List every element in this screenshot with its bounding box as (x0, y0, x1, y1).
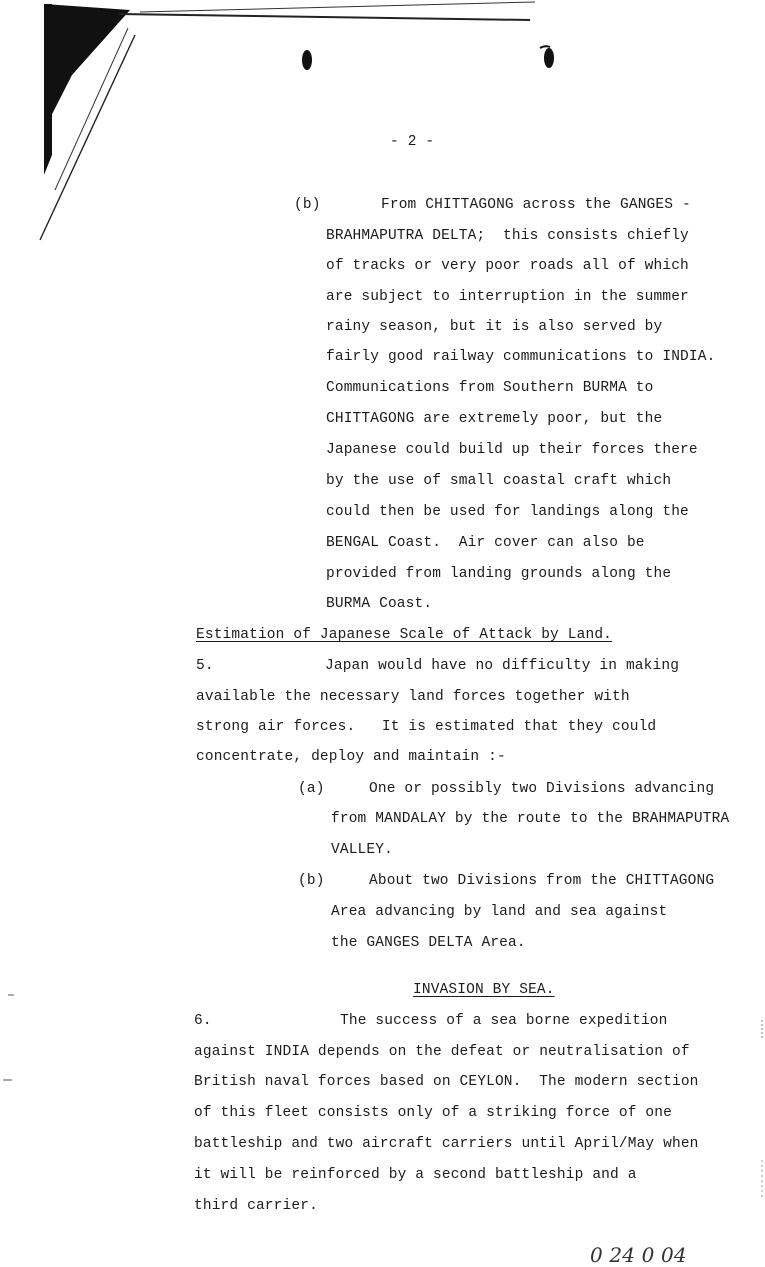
paragraph-line: Japan would have no difficulty in making (325, 658, 680, 674)
item-b-marker: (b) (294, 197, 321, 213)
paragraph-line: strong air forces. It is estimated that they could (196, 719, 657, 735)
paragraph-line: battleship and two aircraft carriers until April/May when (194, 1136, 699, 1152)
paragraph-line: concentrate, deploy and maintain :- (196, 749, 506, 765)
item-b2-line: the GANGES DELTA Area. (331, 935, 526, 951)
item-b-line: BENGAL Coast. Air cover can also be (326, 535, 645, 551)
item-b2-line: Area advancing by land and sea against (331, 904, 668, 920)
item-b2-line: About two Divisions from the CHITTAGONG (369, 873, 715, 889)
item-a-line: VALLEY. (331, 842, 393, 858)
section-heading-land: Estimation of Japanese Scale of Attack by Land. (196, 627, 613, 643)
paragraph-line: British naval forces based on CEYLON. The modern section (194, 1074, 699, 1090)
paragraph-line: against INDIA depends on the defeat or neutralisation of (194, 1044, 690, 1060)
item-b-line: CHITTAGONG are extremely poor, but the (326, 411, 663, 427)
item-b-line: by the use of small coastal craft which (326, 473, 672, 489)
item-b-line: Japanese could build up their forces there (326, 442, 698, 458)
item-a-line: One or possibly two Divisions advancing (369, 781, 715, 797)
page-number: - 2 - (390, 134, 435, 150)
paragraph-number: 5. (196, 658, 214, 674)
item-b-line: BRAHMAPUTRA DELTA; this consists chiefly (326, 228, 689, 244)
item-b-line: could then be used for landings along the (326, 504, 689, 520)
item-b-line: From CHITTAGONG across the GANGES - (381, 197, 691, 213)
item-b-line: Communications from Southern BURMA to (326, 380, 654, 396)
item-b-line: of tracks or very poor roads all of which (326, 258, 689, 274)
paragraph-line: available the necessary land forces together with (196, 689, 630, 705)
paragraph-line: The success of a sea borne expedition (340, 1013, 668, 1029)
paragraph-line: of this fleet consists only of a striking force of one (194, 1105, 672, 1121)
footer-note: 0 24 0 04 (590, 1243, 687, 1267)
item-b2-marker: (b) (298, 873, 325, 889)
item-b-line: fairly good railway communications to INDIA. (326, 349, 716, 365)
paragraph-line: third carrier. (194, 1198, 318, 1214)
paragraph-line: it will be reinforced by a second battleship and a (194, 1167, 637, 1183)
item-b-line: BURMA Coast. (326, 596, 433, 612)
item-b-line: are subject to interruption in the summer (326, 289, 689, 305)
item-b-line: provided from landing grounds along the (326, 566, 672, 582)
item-b-line: rainy season, but it is also served by (326, 319, 663, 335)
item-a-marker: (a) (298, 781, 325, 797)
paragraph-number: 6. (194, 1013, 212, 1029)
item-a-line: from MANDALAY by the route to the BRAHMAPUTRA (331, 811, 730, 827)
section-heading-sea: INVASION BY SEA. (413, 982, 555, 998)
